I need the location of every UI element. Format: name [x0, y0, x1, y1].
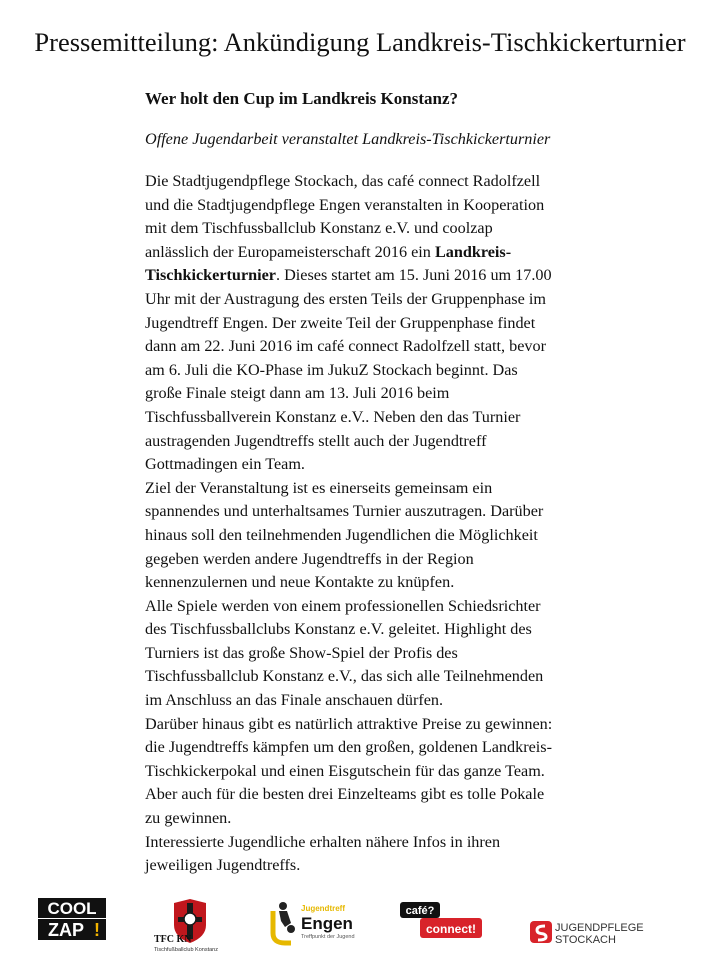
body-line: [145, 642, 552, 666]
jugendpflege-stockach-logo: [530, 919, 660, 949]
svg-text:café?: café?: [405, 905, 435, 917]
body-text-segment: Darüber hinaus gibt es natürlich attraktive Preise zu gewinnen:: [145, 714, 553, 733]
body-text-segment: kennenzulernen und neue Kontakte zu knüpfen.: [145, 573, 455, 592]
body-line: [145, 382, 552, 406]
body-text-segment: dann am 22. Juni 2016 im café connect Radolfzell statt, bevor: [145, 337, 546, 356]
tfc-konstanz-logo: [140, 895, 240, 955]
body-line: [145, 736, 552, 760]
body-line: [145, 548, 552, 572]
body-line: [145, 665, 552, 689]
body-text-segment: Tischkickerturnier: [145, 266, 276, 285]
body-line: [145, 288, 552, 312]
svg-text:STOCKACH: STOCKACH: [555, 934, 616, 946]
article: [145, 88, 615, 875]
body-line: [145, 783, 552, 807]
body-text-segment: gegeben werden andere Jugendtreffs in der Region: [145, 549, 474, 568]
body-text-segment: Jugendtreff Engen. Der zweite Teil der Gruppenphase findet: [145, 313, 536, 332]
body-text-segment: Uhr mit der Austragung des ersten Teils der Gruppenphase im: [145, 289, 546, 308]
body-text-segment: des Tischfussballclubs Konstanz e.V. geleitet. Highlight des: [145, 620, 532, 639]
body-line: [145, 760, 552, 784]
body-text-segment: Tischkickerpokal und einen Eisgutschein für das ganze Team.: [145, 761, 545, 780]
body-line: [145, 807, 552, 831]
body-text-segment: Gottmadingen ein Team.: [145, 455, 305, 474]
body-line: [145, 524, 552, 548]
body-line: [145, 359, 552, 383]
body-line: [145, 713, 552, 737]
body-text-segment: hinaus soll den teilnehmenden Jugendlichen die Möglichkeit: [145, 525, 538, 544]
body-line: [145, 430, 552, 454]
article-subheading: Offene Jugendarbeit veranstaltet Landkreis-Tischkickerturnier: [145, 130, 551, 148]
body-text-segment: Die Stadtjugendpflege Stockach, das café connect Radolfzell: [145, 172, 541, 190]
body-line: [145, 170, 552, 194]
svg-text:TFC KN: TFC KN: [154, 934, 192, 945]
body-line: [145, 500, 552, 524]
body-text-segment: Aber auch für die besten drei Einzelteams gibt es tolle Pokale: [145, 785, 545, 804]
body-line: [145, 312, 552, 336]
svg-text:JUGENDPFLEGE: JUGENDPFLEGE: [555, 922, 644, 934]
svg-text:!: !: [94, 920, 100, 940]
svg-text:Engen: Engen: [301, 914, 353, 933]
body-text-segment: und die Stadtjugendpflege Engen veranstalten in Kooperation: [145, 195, 545, 214]
page-title: Pressemitteilung: Ankündigung Landkreis-Tischkickerturnier: [34, 27, 686, 57]
body-text-segment: Turniers ist das große Show-Spiel der Profis des: [145, 643, 458, 662]
svg-text:Jugendtreff: Jugendtreff: [301, 904, 345, 913]
body-line: [145, 217, 552, 241]
body-text-segment: Alle Spiele werden von einem professionellen Schiedsrichter: [145, 596, 541, 615]
svg-text:ZAP: ZAP: [48, 920, 84, 940]
body-line: [145, 689, 552, 713]
body-text-segment: große Finale steigt dann am 13. Juli 2016 beim: [145, 384, 450, 403]
body-line: [145, 618, 552, 642]
sponsor-logos: [0, 895, 720, 955]
article-body: [145, 170, 552, 878]
body-text-segment: mit dem Tischfussballclub Konstanz e.V. und coolzap: [145, 219, 493, 238]
body-line: [145, 453, 552, 477]
body-text-segment: Tischfussballverein Konstanz e.V.. Neben den das Turnier: [145, 407, 521, 426]
body-text-segment: Interessierte Jugendliche erhalten nähere Infos in ihren: [145, 832, 501, 851]
article-heading: Wer holt den Cup im Landkreis Konstanz?: [145, 89, 458, 108]
body-line: [145, 264, 552, 288]
body-line: [145, 854, 552, 878]
body-text-segment: Landkreis-: [434, 242, 512, 261]
svg-text:Tischfußballclub Konstanz: Tischfußballclub Konstanz: [154, 947, 218, 953]
body-text-segment: am 6. Juli die KO-Phase im JukuZ Stockach beginnt. Das: [145, 360, 518, 379]
body-text-segment: austragenden Jugendtreffs stellt auch der Jugendtreff: [145, 431, 487, 450]
body-text-segment: . Dieses startet am 15. Juni 2016 um 17.00: [276, 266, 552, 285]
body-text-segment: im Anschluss an das Finale anschauen dürfen.: [145, 691, 444, 710]
cafe-connect-logo: [400, 902, 486, 942]
svg-text:Treffpunkt der Jugend: Treffpunkt der Jugend: [301, 934, 355, 940]
svg-text:COOL: COOL: [47, 899, 97, 918]
body-line: [145, 335, 552, 359]
svg-text:connect!: connect!: [425, 922, 477, 936]
body-text-segment: die Jugendtreffs kämpfen um den großen, goldenen Landkreis-: [145, 738, 552, 757]
body-text-segment: spannendes und unterhaltsames Turnier auszutragen. Darüber: [145, 502, 544, 521]
body-text-segment: zu gewinnen.: [145, 809, 232, 828]
coolzap-logo: [38, 898, 108, 940]
body-line: [145, 194, 552, 218]
body-text-segment: Ziel der Veranstaltung ist es einerseits gemeinsam ein: [145, 478, 493, 497]
body-text-segment: jeweiligen Jugendtreffs.: [145, 856, 301, 875]
body-line: [145, 571, 552, 595]
jugendtreff-engen-logo: [265, 897, 365, 947]
body-line: [145, 831, 552, 855]
body-line: [145, 477, 552, 501]
body-line: [145, 595, 552, 619]
body-text-segment: Tischfussballclub Konstanz e.V., das sich alle Teilnehmenden: [145, 667, 544, 686]
body-line: [145, 241, 552, 265]
body-line: [145, 406, 552, 430]
body-text-segment: anlässlich der Europameisterschaft 2016 ein: [145, 242, 435, 261]
